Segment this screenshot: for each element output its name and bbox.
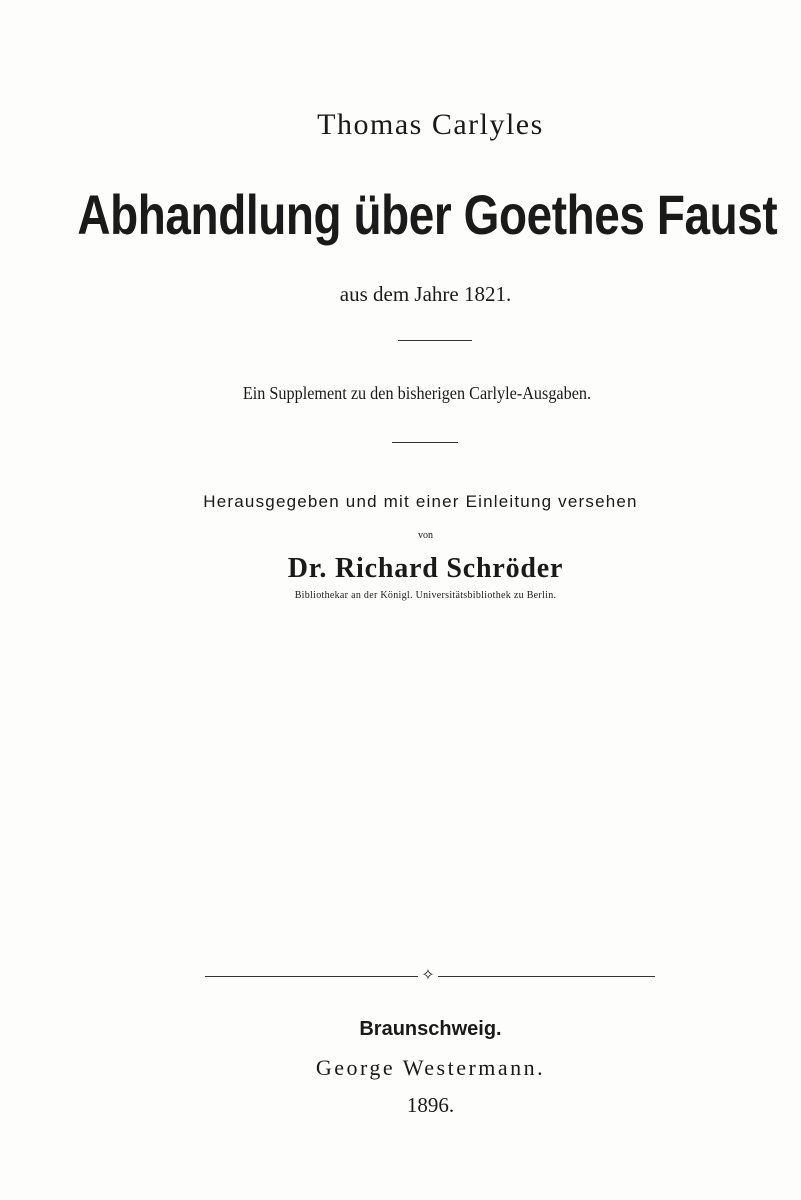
divider-rule <box>398 340 472 341</box>
editor-role: Bibliothekar an der Königl. Universitätsbibliothek zu Berlin. <box>294 590 557 601</box>
von-line: von <box>418 530 433 541</box>
ornament-icon: ✧ <box>418 967 438 985</box>
imprint-year: 1896. <box>406 1093 455 1117</box>
author-line: Thomas Carlyles <box>317 108 544 141</box>
editor-name: Dr. Richard Schröder <box>287 553 564 584</box>
imprint-publisher: George Westermann. <box>315 1055 546 1080</box>
imprint-city: Braunschweig. <box>359 1018 502 1040</box>
book-title: Abhandlung über Goethes Faust <box>77 183 778 246</box>
divider-rule <box>392 442 458 443</box>
supplement-line: Ein Supplement zu den bisherigen Carlyle-Ausgaben. <box>242 383 592 403</box>
editor-intro: Herausgegeben und mit einer Einleitung versehen <box>203 492 638 511</box>
year-line: aus dem Jahre 1821. <box>339 282 512 306</box>
